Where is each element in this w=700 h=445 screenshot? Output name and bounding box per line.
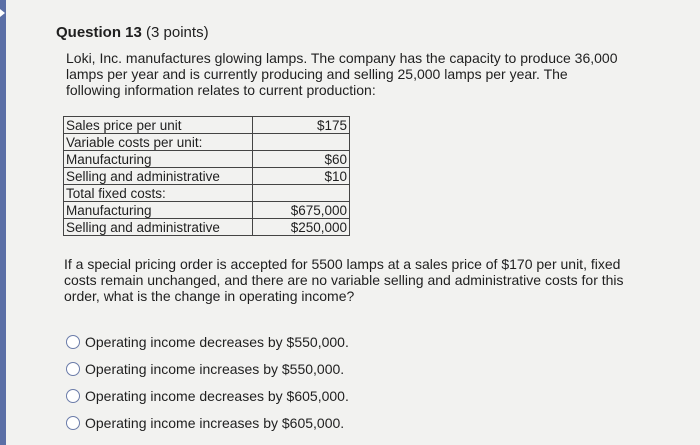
table-cell-label: Manufacturing (64, 151, 253, 168)
table-row (64, 219, 350, 236)
option-label[interactable]: Operating income decreases by $605,000. (85, 387, 349, 404)
table-cell-label: Total fixed costs: (64, 185, 253, 202)
radio-button[interactable] (66, 362, 80, 376)
answer-option[interactable] (66, 328, 349, 355)
radio-button[interactable] (66, 416, 80, 430)
option-label[interactable]: Operating income decreases by $550,000. (85, 333, 349, 350)
table-cell-value: $675,000 (253, 202, 350, 219)
question-intro: Loki, Inc. manufactures glowing lamps. The company has the capacity to produce 36,000 lamps per year and is currently producing and selling 25,000 lamps per year. The following information relates to current production: (66, 50, 618, 98)
question-prompt: If a special pricing order is accepted for 5500 lamps at a sales price of $170 per unit, fixed costs remain unchanged, and there are no variable selling and administrative costs for this order, what is the change in operating income? (64, 256, 624, 304)
table-cell-label: Selling and administrative (64, 168, 253, 185)
radio-button[interactable] (66, 335, 80, 349)
answer-option[interactable] (66, 382, 349, 409)
table-row (64, 134, 350, 151)
radio-button[interactable] (66, 389, 80, 403)
option-label[interactable]: Operating income increases by $605,000. (85, 414, 345, 431)
option-label[interactable]: Operating income increases by $550,000. (85, 360, 345, 377)
table-cell-label: Selling and administrative (64, 219, 253, 236)
table-cell-value: $175 (253, 117, 350, 134)
answer-option[interactable] (66, 355, 349, 382)
table-cell-value: $10 (253, 168, 350, 185)
table-cell-value: $250,000 (253, 219, 350, 236)
table-row (64, 168, 350, 185)
question-points: (3 points) (146, 24, 209, 41)
table-cell-label: Manufacturing (64, 202, 253, 219)
table-cell-value (253, 134, 350, 151)
table-cell-value: $60 (253, 151, 350, 168)
table-row (64, 151, 350, 168)
question-header (56, 24, 209, 41)
cost-table (63, 116, 350, 236)
question-title: Question 13 (56, 24, 142, 41)
table-cell-label: Sales price per unit (64, 117, 253, 134)
answer-option[interactable] (66, 409, 349, 436)
table-row (64, 202, 350, 219)
left-navigation-bar[interactable] (0, 0, 6, 445)
table-cell-label: Variable costs per unit: (64, 134, 253, 151)
table-cell-value (253, 185, 350, 202)
table-row (64, 185, 350, 202)
table-row (64, 117, 350, 134)
collapse-arrow-icon[interactable] (0, 9, 5, 17)
answer-options (66, 328, 349, 436)
